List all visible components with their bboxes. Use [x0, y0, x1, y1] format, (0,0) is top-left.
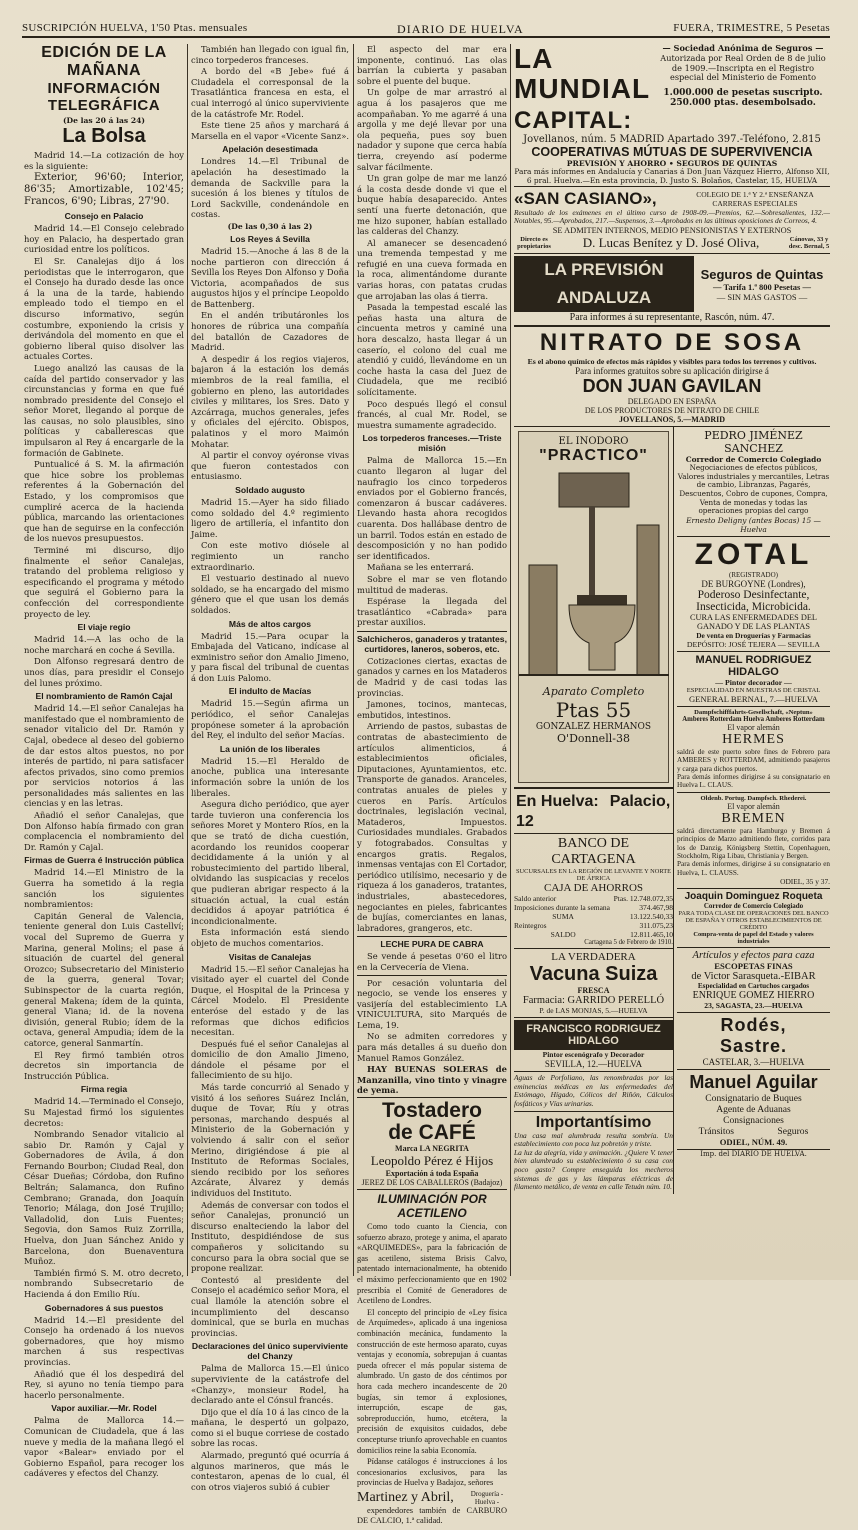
time-range: (De las 0,30 á las 2): [227, 221, 313, 231]
article-paragraph: Dijo que el día 10 á las cinco de la mañana, le despertó un golpazo, como si el buque corriese de costado sobre las rocas.: [191, 1406, 349, 1449]
farmacia: Farmacia: GARRIDO PERELLÓ: [522, 995, 665, 1007]
headline-visitas: Visitas de Canalejas: [228, 951, 312, 962]
ad-inodoro: [518, 431, 669, 783]
article-paragraph: Luego analizó las causas de la caída del partido conservador y las circunstancias y forma en que fué nombrado presidente del Consejo el señor Moret, llegando al porque de las causas, no solo plausibles, sino políticas y caballerescas que impulsaron al Rey á encargarle de la formación de Gabinete.: [24, 362, 184, 458]
odonnell: O'Donnell-38: [557, 732, 630, 746]
ad-caza: [677, 947, 830, 1012]
especialidad-muestras: ESPECIALIDAD EN MUESTRAS DE CRISTAL: [686, 686, 821, 694]
article-paragraph: También han llegado con igual fin, cinco torpederos franceses.: [191, 44, 349, 65]
capital-desembolsado: 250.000 ptas. desembolsado.: [670, 97, 816, 108]
aparato-label: Aparato Completo: [542, 685, 645, 699]
hermes-text: saldrá de este puerto sobre fines de Febrero para AMBERES y ROTTERDAM, admitiendo pasajeros y carga para dichos puertos.: [677, 747, 830, 773]
headline-cargos: Más de altos cargos: [228, 618, 312, 629]
headline-union: La unión de los liberales: [219, 743, 321, 754]
prevision-right: [694, 267, 830, 302]
article-paragraph: Puntualicé á S. M. la afirmación que hice sobre los problemas referentes á la Gobernación del Estado, y los compromisos que cumpliré acerca de la hacienda pública, marcando las orientaciones que han de seguirse en la confección de los nuevos presupuestos.: [24, 459, 184, 544]
ad-rodes: [677, 1012, 830, 1069]
article-paragraph: Madrid 15.—El Heraldo de anoche, publica una interesante información sobre la unión de los liberales.: [191, 755, 349, 798]
transitos: Tránsitos: [698, 1126, 735, 1138]
table-cell: Saldo anterior: [514, 894, 557, 904]
article-paragraph: Madrid 15.—Para ocupar la Embajada del Vaticano, indícase al exministro señor don Amalio Jimeno, y para fiscal del tribunal de cuentas á don Luis Palomo.: [191, 630, 349, 683]
enrique: ENRIQUE GOMEZ HIERRO: [692, 990, 815, 1002]
ad-paragraph: No se admiten corredores y para más detalles á su dueño don Manuel Ramos González.: [357, 1031, 507, 1063]
sin-gastos: — SIN MAS GASTOS —: [716, 291, 808, 302]
ad-vinicultura: [357, 975, 507, 1097]
headline-firmas: Firmas de Guerra é Instrucción pública: [24, 855, 184, 866]
canovas-address: Cánovas, 33 y desc. Bernal, 5: [788, 236, 830, 251]
oldenb: Oldenb. Portug. Dampfsch. Rhederei.: [700, 794, 807, 802]
ad-san-casiano: [514, 186, 830, 254]
verdadera: LA VERDADERA: [551, 951, 636, 964]
pedro-text: Negociaciones de efectos públicos, Valores industriales y mercantiles, Letras de cambio, Libranzas, Pagarés, Descuentos, Cobro de cupones, Compra, Venta de monedas y todas las operaciones propias del cargo: [677, 463, 830, 516]
tostadero-subtitle: de CAFÉ: [388, 1121, 476, 1145]
gonzalez: GONZALEZ HERMANOS: [535, 722, 652, 733]
victor: de Victor Sarasqueta.-EIBAR: [691, 971, 816, 983]
colegio-label: COLEGIO DE 1.ª Y 2.ª ENSEÑANZA CARRERAS ESPECIALES: [696, 189, 814, 208]
sastre-label: Sastre.: [719, 1036, 788, 1057]
mundial-right: [656, 44, 830, 109]
sucursales: SUCURSALES EN LA REGIÓN DE LEVANTE Y NORTE DE ÁFRICA: [515, 868, 672, 883]
ads-right: [674, 427, 830, 1194]
article-paragraph: Don Alfonso regresará dentro de unos días, para presidir el Consejo del lunes próximo.: [24, 656, 184, 688]
corredor-label: Corredor de Comercio Colegiado: [685, 455, 822, 465]
cooperativas-text: Para más informes en Andalucía y Canarias á Don Juan Vázquez Hierro, Alfonso XII, 6 pral. Huelva.—En esta provincia, D. Justo S. Bolaños, Castelar, 15, HUELVA: [514, 167, 830, 185]
article-paragraph: Madrid 15.—El señor Canalejas ha visitado ayer el cuartel del Conde Duque, el Hospital de la Princesa y Cárcel Modelo. El Presidente enteróse del estado y de las reformas que dichos edificios necesitan.: [191, 963, 349, 1038]
nitrato-title: NITRATO DE SOSA: [539, 329, 805, 357]
headline-reyes: Los Reyes á Sevilla: [230, 233, 310, 244]
joaquin-corredor: Corredor de Comercio Colegiado: [703, 902, 804, 911]
ads-split: [514, 426, 830, 1194]
article-paragraph: Madrid 15.—Anoche á las 8 de la noche partieron con dirección á Sevilla los Reyes Don Alfonso y Doña Victoria, acompañados de sus augustos hijos y el príncipe Leopoldo de Battenberg.: [191, 245, 350, 309]
ad-aguilar: [677, 1069, 830, 1149]
zotal-deposito: DEPÓSITO: JOSÉ TEJERA — SEVILLA: [686, 639, 821, 649]
pintor-escenografo: Pintor escenógrafo y Decorador: [542, 1050, 645, 1060]
zotal-registrado: (REGISTRADO): [729, 570, 778, 579]
column-2: [191, 44, 350, 1492]
bremen-info: Para demás informes, dirigirse á su consignatario en Huelva, L. CLAUSS.: [677, 860, 830, 877]
escopetas: ESCOPETAS FINAS: [714, 961, 793, 972]
francisco-name: FRANCISCO RODRIGUEZ HIDALGO: [514, 1020, 673, 1050]
masthead-center: DIARIO DE HUELVA: [397, 22, 524, 36]
article-paragraph: Espérase la llegada del trasatlántico «Cabrada» para prestar auxilios.: [357, 596, 507, 628]
rodes-name: Rodés,: [720, 1015, 787, 1036]
tostadero-title: Tostadero: [382, 1099, 482, 1123]
aguas-text: Aguas de Porfoliano, las renombradas por las eminencias médicas en las enfermedades del Estómago, Hígado, Cólicos del Riñón, Cálculos fosfáticos y Vías urinarias.: [514, 1073, 673, 1108]
article-paragraph: Palma de Mallorca 14.—Comunican de Ciudadela, que á las nueve y media de la mañana llegó el vapor «Balear» enviado por el Gobierno Español, para recoger los cadáveres y efectos del Chanzy.: [24, 1415, 184, 1479]
column-4-ads: [514, 44, 830, 1276]
table-cell: Imposiciones durante la semana: [514, 903, 611, 913]
mundial-text: Autorizada por Real Orden de 8 de julio de 1909.—Inscripta en el Registro especial del Ministerio de Fomento: [660, 52, 826, 83]
column-1: [24, 44, 184, 1479]
delegado: DELEGADO EN ESPAÑA: [627, 397, 717, 407]
masthead-right: FUERA, TRIMESTRE, 5 Pesetas: [673, 22, 830, 34]
ad-paragraph: expendedores también de CARBURO DE CALCIO, 1.ª calidad.: [357, 1505, 507, 1526]
table-cell: Reintegros: [514, 921, 547, 931]
dampf: Dampfschifffahrts-Gesellschaft, «Neptun»: [694, 708, 813, 716]
zotal-burgoyne: DE BURGOYNE (Londres),: [701, 578, 806, 589]
ads-left: [514, 427, 674, 1194]
article-paragraph: El Sr. Canalejas dijo á los periodistas que le interrogaron, que el Consejo ha durado desde las once á la una de la tarde, habiendo empleado todo el tiempo en el discurso informativo, según costumbre, exponiendo la crisis y derivándola del momento en que el gobierno liberal quiso disolver las actuales Cortes.: [24, 255, 184, 362]
joaquin-name: Joaquin Dominguez Roqueta: [684, 891, 823, 903]
article-paragraph: Capitán General de Valencia, teniente general don Luis Castellví; vocal del Supremo de Guerra y Marina, general Molins; el pase á situación de cuartel del general Orozco; Subsecretario del Ministerio de la guerra, general Tovar; Subinspector de la cuarta región, general Makena; ídem de la quinta, general Viana; id. de la novena división, general Rubio; ídem de la octava, general Ampudia; ídem de la catorce, general Sanmartín.: [24, 910, 184, 1048]
article-paragraph: Al amanecer se desencadenó una tremenda tempestad y me refugié en una cueva formada en la roca, alimentándome durante varias horas, con patatas crudas que arrojaban las olas á tierra.: [357, 237, 507, 301]
ad-headline-leche: LECHE PURA DE CABRA: [357, 936, 507, 949]
article-paragraph: Asegura dicho periódico, que ayer tarde tuvieron una conferencia los señores Moret y Montero Ríos, en la que se trató de dicha cuestión, acordando los reunidos cooperar decididamente á la unión y al robustecimiento del partido liberal, olvidando las suspicacias y recelos que pudieran abrigar respecto á la situación actual, la cual están decididos á apoyar patriótica é incondicionalmente.: [191, 799, 349, 926]
pedro-name: PEDRO JIMÉNEZ SANCHEZ: [704, 429, 803, 456]
article-paragraph: Madrid 15.—Según afirma un periódico, el señor Canalejas propónese someter á la aprobación del Rey, el indulto del señor Macías.: [191, 698, 349, 741]
article-paragraph: Madrid 14.—El Consejo celebrado hoy en Palacio, ha despertado gran curiosidad entre los políticos.: [24, 223, 184, 255]
martinez-droguería: Droguería - Huelva -: [470, 1489, 504, 1506]
ad-nitrato: [514, 325, 830, 426]
ad-paragraph: Se vende á pesetas 0'60 el litro en la Cervecería de Viena.: [357, 951, 507, 972]
article-paragraph: A despedir á los regios viajeros, bajaron á la estación los demás miembros de la real familia, el gobierno en pleno, las autoridades civiles y militares, los Sres. Dato y Azcárraga, muchos generales, jefes y oficiales del ejército. Obispos, palatinos y el moro Maimón Mohatar.: [191, 353, 349, 449]
ad-importantisimo: [514, 1111, 673, 1194]
ad-paragraph: Arriendo de pastos, subastas de contratas de abastecimiento de artículos alimenticios, á establecimientos oficiales, Diputaciones, Ayuntamientos, etc. Transporte de ganados. Aranceles, contratas anuales de pieles y cueros en París. Artículos doctrinales, legislación vecinal, Mataderos, Impuestos. Curiosidades mundiales. Grabados y fotograbados. Consultas y encargos gratis. Regalos, inmensas ventajas con El Cortador, periódico utilísimo, necesario y de riqueza á los ganaderos, tratantes, industriales, abastecedores, negociantes en pieles, fabricantes de bujías, comerciantes en lanas, labradores, grangeros, etc.: [357, 721, 507, 933]
ad-banco-cartagena: [514, 833, 673, 948]
ad-oldenb: [677, 792, 830, 888]
table-row: [514, 930, 673, 939]
table-cell: Ptas. 12.748.072,35: [613, 894, 673, 904]
capital-suscripto: 1.000.000 de pesetas suscripto.: [663, 88, 823, 99]
masthead: [22, 22, 830, 38]
importantisimo-text-2: La luz da alegría, vida y animación. ¿Quiere V. tener bien alumbrado su establecimiento ó su casa con poco gasto? Compre enseguida los mecheros sistemas de gas y las lámparas eléctricas de filamento metálico, de venta en calle Tetuán núm. 10.: [514, 1147, 673, 1192]
jovellanos: JOVELLANOS, 5.—MADRID: [618, 415, 725, 425]
palacio-label: Palacio, 12: [516, 793, 671, 831]
headline-torpederos: Los torpederos franceses.—Triste misión: [362, 433, 502, 454]
pintor-decorador: — Pintor decorador —: [715, 677, 792, 687]
capital-title: CAPITAL:: [514, 107, 633, 134]
fresca: FRESCA: [577, 986, 610, 996]
propietarios-names: D. Lucas Benítez y D. José Oliva,: [582, 235, 760, 251]
bremen-title: BREMEN: [721, 810, 786, 826]
odiel: ODIEL, 35 y 37.: [780, 877, 830, 887]
ad-acetileno: [357, 1189, 507, 1530]
consignatario: Consignatario de Buques: [705, 1093, 802, 1105]
article-paragraph: Un golpe de mar arrastró al agua á los pasajeros que me acompañaban. Yo me agarré á una argolla y me dejé llevar por una ola pequeña, pues soy buen nadador y supone que cerca había tierra, creyendo así poderme salvar fácilmente.: [357, 87, 507, 172]
article-paragraph: Esta información está siendo objeto de muchos comentarios.: [191, 927, 349, 948]
ad-pedro-jimenez: [677, 427, 830, 536]
headline-apelacion: Apelación desestimada: [222, 144, 318, 155]
article-paragraph: Más tarde concurrió al Senado y visitó á los señores Suárez Inclán, duque de Tovar, Ríu y otras personas, marchando después al Ministerio de la Gobernación y volviendo á salir con el señor Merino, dirigiéndose á pie al Instituto de Reformas Sociales, siendo recibido por los señores Azcárate, Álvarez y demás individuos del Instituto.: [191, 1082, 349, 1198]
table-row: [514, 912, 673, 921]
article-paragraph: Al partir el convoy oyéronse vivas que fueron contestados con entusiasmo.: [191, 450, 349, 482]
gavilan-name: DON JUAN GAVILAN: [582, 376, 762, 397]
section-title: INFORMACIÓN TELEGRÁFICA: [47, 80, 161, 114]
table-cell: SALDO: [550, 930, 576, 940]
table-row: [514, 894, 673, 903]
article-paragraph: Pasada la tempestad escalé las peñas hasta una altura de cincuenta metros y caminé una hora descalzo, hasta llegar á un caserío, el colono del cual me atendió y cuidó, llevándome en un coche hasta la casa del Juez de Ciudadela, que me recibió solícitamente.: [357, 302, 507, 397]
tostadero-address: JEREZ DE LOS CABALLEROS (Badajoz): [361, 1178, 503, 1188]
joaquin-ops: PARA TODA CLASE DE OPERACIONES DEL BANCO DE ESPAÑA Y OTROS ESTABLECIMIENTOS DE CRÉDITO: [678, 910, 829, 932]
zotal-insecticida: Insecticida, Microbicida.: [696, 600, 811, 613]
importantisimo-title: Importantísimo: [535, 1113, 652, 1131]
bremen-text: saldrá directamente para Hamburgo y Bremen á principios de Marzo admitiendo flete, corridos para los de Danzig, Königsberg Stettin, Copenhaguen, Stockholm, Riga Libau, Christiania y Bergen.: [677, 826, 830, 860]
caja-table: [514, 894, 673, 939]
article-paragraph: El Rey firmó también otros decretos sin importancia de Instrucción Pública.: [24, 1049, 184, 1081]
article-paragraph: A bordo del «B Jebe» fué á Ciudadela el corresponsal de la Trasatlántica francesa en esta, el cual interrogó al único superviviente de la catástrofe Mr. Rodel.: [191, 66, 349, 119]
ernesto: Ernesto Deligny (antes Bocas) 15 — Huelva: [686, 515, 821, 534]
ad-paragraph: Jamones, tocinos, mantecas, embutidos, intestinos.: [357, 699, 507, 720]
ad-la-mundial: [514, 44, 830, 134]
ad-aguas: [514, 1071, 673, 1110]
bolsa-values: Exterior, 96'60; Interior, 86'35; Amortizable, 102'45; Francos, 6'90; Libras, 27'90.: [24, 172, 184, 208]
article-paragraph: En el andén tributáronles los honores de rúbrica una compañía del batallón de Cazadores de Madrid.: [191, 310, 349, 353]
representante: Para informes á su representante, Rascón, núm. 47.: [569, 312, 775, 324]
article-paragraph: Palma de Mallorca 15.—El único superviviente de la catástrofe del «Chanzy», monsieur Rodel, ha declarado ante el Cónsul francés.: [191, 1363, 349, 1406]
joaquin-compra: Compra-venta de papel del Estado y valores industriales: [693, 931, 814, 946]
inodoro-label: EL INODORO: [558, 436, 629, 448]
zotal-venta: De venta en Droguerías y Farmacias: [696, 630, 811, 640]
amberes-line: Amberes Rotterdam Huelva Amberes Rotterdam: [682, 715, 825, 723]
martinez-row: [357, 1490, 507, 1506]
article-paragraph: Con este motivo diósele al regimiento un rancho extraordinario.: [191, 540, 349, 572]
articulos-caza: Artículos y efectos para caza: [692, 950, 815, 962]
mundial-left: [514, 44, 656, 134]
tostadero-owner: Leopoldo Pérez é Hijos: [370, 1153, 494, 1169]
propietarios-row: [514, 235, 830, 251]
transitos-row: [677, 1126, 830, 1137]
hermes-title: HERMES: [722, 731, 785, 747]
vacuna-title: Vacuna Suiza: [529, 963, 658, 986]
ad-prevision-andaluza: [514, 253, 830, 325]
bernal-address: GENERAL BERNAL, 7.—HUELVA: [688, 693, 819, 704]
headline-soldado: Soldado augusto: [235, 484, 305, 495]
ad-joaquin: [677, 888, 830, 947]
headline-indulto: El indulto de Macías: [228, 686, 312, 697]
ad-manuel-rodriguez: [677, 651, 830, 706]
prevision-line: PREVISIÓN Y AHORRO • SEGUROS DE QUINTAS: [566, 159, 778, 168]
sevilla-address: SEVILLA, 12.—HUELVA: [544, 1059, 643, 1070]
caja-title: CAJA DE AHORROS: [543, 882, 644, 895]
headline-gobernadores: Gobernadores á sus puestos: [44, 1302, 164, 1313]
article-paragraph: Londres 14.—El Tribunal de apelación ha desestimado la demanda de Sackville para la sucesión á los bienes y títulos de Lord Sackville, condenándole en costas.: [191, 156, 349, 220]
ad-paragraph: Como todo cuanto la Ciencia, con sofuerzo abrazo, protege y anima, el aparato «ARQUIMEDES», para la fabricación de gas acetileno, sistema Brisis Calvo, patentado internacionalmente, ha obtenido el máximo perfeccionamiento que en 1902 prescribía el Comité de Generadores de Acetileno de Londres.: [357, 1222, 507, 1306]
article-paragraph: Mañana se les enterrará.: [367, 562, 474, 573]
table-cell: 13.122.540,33: [629, 912, 673, 922]
article-paragraph: Añadió que él los despedirá del Rey, si ayuno no tenía tiempo para hacerlo personalmente.: [24, 1368, 184, 1400]
headline-nombramiento: El nombramiento de Ramón Cajal: [35, 691, 173, 702]
article-paragraph: Poco después llegó el consul francés, al cual Mr. Rodel, se muestra sumamente agradecido.: [357, 398, 507, 430]
importantisimo-text: Una casa mal alumbrada resulta sombría. Un establecimiento con poca luz pobretón y triste.: [514, 1130, 673, 1149]
headline-vapor: Vapor auxiliar.—Mr. Rodel: [51, 1403, 157, 1414]
tostadero-export: Exportación á toda España: [385, 1169, 479, 1179]
consignaciones: Consignaciones: [723, 1115, 784, 1127]
toilet-illustration-icon: [519, 465, 669, 685]
article-paragraph: Después fué el señor Canalejas al domicilio de don Amalio Jimeno, dándole el pésame por el fallecimiento de su hijo.: [191, 1038, 349, 1081]
tarifa: — Tarifa 1.ª 800 Pesetas —: [713, 281, 811, 292]
acetileno-title: ILUMINACIÓN POR ACETILENO: [377, 1192, 487, 1221]
zotal-cura: CURA LAS ENFERMEDADES DEL GANADO Y DE LAS PLANTAS: [690, 612, 817, 631]
vapor-aleman: El vapor alemán: [727, 722, 780, 732]
mundial-address: Jovellanos, núm. 5 MADRID Apartado 397.-Teléfono, 2.815: [523, 134, 821, 145]
odiel-49: ODIEL, NÚM. 49.: [719, 1137, 788, 1148]
article-paragraph: Nombrando Senador vitalicio al sabio Dr. Ramón y Cajal y Gobernadores de Ávila, á don Fernando Bourbon; Ciudad Real, don César Dueñas; Córdoba, don Rufino Beltrán; Salamanca, don Rufino Cembrano; Granada, don Joaquín Tenorio; Málaga, don José Trujillo; Valladolid, don Luis Fuentes; Segovia, don Samos Ruiz Zorrilla, Huelva, don Juan Sánchez Anido y Barcelona, don Buenaventura Muñoz.: [24, 1129, 184, 1267]
banco-date: Cartagena 5 de Febrero de 1910.: [584, 939, 673, 947]
ad-paragraph: Pídanse catálogos é instrucciones á los concesionarios exclusivos, para las provincias de Huelva y Badajoz, señores: [357, 1457, 507, 1488]
article-paragraph: Sobre el mar se ven flotando multitud de maderas.: [357, 573, 507, 595]
ad-francisco: [514, 1017, 673, 1071]
zotal-title: ZOTAL: [694, 537, 813, 571]
article-paragraph: Madrid 14.—El Ministro de la Guerra ha sometido á la regia sanción los siguientes nombramientos:: [24, 867, 184, 910]
article-paragraph: Además de conversar con todos el señor Canalejas, pronunció un discurso enalteciendo la labor del Instituto, despidiéndose de sus compañeros y solicitando su concurso para la obra social que se propone realizar.: [191, 1199, 349, 1274]
table-row: [514, 903, 673, 912]
table-cell: 311.075,23: [639, 921, 673, 931]
vapor-aleman-2: El vapor alemán: [727, 801, 780, 811]
prevision-row: [514, 256, 830, 312]
column-rule: [353, 44, 354, 1276]
aguilar-name: Manuel Aguilar: [689, 1072, 818, 1093]
admission-line: SE ADMITEN INTERNOS, MEDIO PENSIONISTAS Y EXTERNOS: [552, 226, 792, 236]
headline-consejo: Consejo en Palacio: [64, 211, 144, 222]
directo-label: Directo es propietarios: [517, 236, 551, 251]
headline-bolsa: La Bolsa: [62, 125, 146, 147]
article-paragraph: Madrid 14.—El señor Canalejas ha manifestado que el nombramiento de senador vitalicio del Dr. Ramón y Cajal, obedece al deseo del gobierno de dar estos altos puestos, no por interés de partido, ni para satisfacer afectos privados, sino como premios por servicios notorios á las personalidades más salientes en las ciencias y en las letras.: [24, 703, 184, 809]
headline-declaraciones: Declaraciones del único superviviente del Chanzy: [191, 1341, 349, 1362]
agente-aduanas: Agente de Aduanas: [716, 1104, 791, 1116]
banco-title: BANCO DE CARTAGENA: [551, 836, 636, 868]
ad-paragraph: Cotizaciones ciertas, exactas de ganados y carnes en los Mataderos de Madrid y de casi todas las provincias.: [357, 655, 507, 698]
column-rule: [187, 44, 188, 1276]
mundial-sa: — Sociedad Anónima de Seguros —: [662, 43, 824, 53]
article-paragraph: Madrid 14.—A las ocho de la noche marchará en coche á Sevilla.: [24, 634, 184, 655]
ad-headline-salchicheros: Salchicheros, ganaderos y tratantes, curtidores, laneros, soberos, etc.: [357, 631, 507, 654]
tostadero-brand: Marca LA NEGRITA: [395, 1144, 469, 1154]
article-paragraph: Terminé mi discurso, dijo finalmente el señor Canalejas, tratando del problema religioso y especificando el programa y método que seguirá el Gobierno para la confección del correspondiente proyecto de ley.: [24, 545, 184, 619]
time-range: (De las 20 á las 24): [62, 116, 146, 125]
imprenta: Imp. del DIARIO DE HUELVA.: [677, 1149, 830, 1158]
ad-paragraph: HAY BUENAS SOLERAS de Manzanilla, vino tinto y vinagre de yema.: [357, 1064, 507, 1096]
ad-tostadero: [357, 1097, 507, 1189]
ad-zotal: [677, 536, 830, 651]
table-row: [514, 921, 673, 930]
article-paragraph: Madrid 14.—El presidente del Consejo ha ordenado á los nuevos gobernadores, que hoy mismo marchen á sus respectivas provincias.: [24, 1314, 184, 1367]
seguros: Seguros: [777, 1126, 809, 1138]
table-cell: 12.811.465,10: [630, 930, 673, 940]
headline-viaje: El viaje regio: [77, 622, 131, 633]
ad-neptun: [677, 706, 830, 792]
price: Ptas 55: [555, 698, 632, 723]
article-paragraph: El vestuario destinado al nuevo soldado, se ha encargado del mismo género que el que usan los demás soldados.: [191, 573, 349, 615]
ad-vacuna: [514, 948, 673, 1017]
article-paragraph: Madrid 14.—Terminado el Consejo, Su Majestad firmó los siguientes decretos:: [24, 1096, 184, 1128]
nitrato-info: Para informes gratuitos sobre su aplicación dirigirse á: [575, 366, 769, 377]
productores: DE LOS PRODUCTORES DE NITRATO DE CHILE: [584, 406, 760, 416]
martinez-name: Martinez y Abril,: [357, 1489, 454, 1505]
table-cell: SUMA: [552, 912, 574, 922]
manuel-rodriguez-name: MANUEL RODRIGUEZ HIDALGO: [695, 653, 812, 678]
article-paragraph: Un gran golpe de mar me lanzó á la costa desde donde vi que el buque había desaparecido. Antes sentí una fuerte detonación, que me hizo suponer, habían estallado las calderas del Chanzy.: [357, 173, 507, 237]
zotal-poderoso: Poderoso Desinfectante,: [697, 588, 810, 601]
mundial-title: LA MUNDIAL: [514, 43, 651, 104]
ad-huelva-palacio: [514, 787, 673, 833]
cartuchos: Especialidad en Cartuchos cargados: [697, 982, 810, 991]
article-paragraph: Añadió el señor Canalejas, que Don Alfonso había firmado con gran complacencia el nombramiento del Dr. Ramón y Cajal.: [24, 810, 184, 852]
article-paragraph: El aspecto del mar era imponente, continuó. Las olas barrían la cubierta y pasaban sobre el puente del buque.: [357, 44, 507, 86]
monjas: P. de LAS MONJAS, 5.—HUELVA: [539, 1006, 648, 1016]
ad-paragraph: El concepto del principio de «Ley física de Arquímedes», aplicado á una ingeniosa combinación mecánica, fundamento la construcción de este hermoso aparato, cuyas ventajas y economía, sobrepujan á cuantas pueda ofrecer el más popular sistema de alumbrado. Un gasto de dos céntimos por hora cada mechero incandescente de 20 bugías, sin temor á explosiones, interrupción, escape de gas, sobreproducción, humo, etcétera, la precisión de exquisitos cuidados, debe concepturse triunfo aprovechable en cuantos domicilios reine la sabia Economía.: [357, 1307, 507, 1455]
prevision-logo: LA PREVISIÓN ANDALUZA: [514, 256, 694, 312]
table-cell: 374.467,98: [639, 903, 673, 913]
nitrato-text: Es el abono químico de efectos más rápidos y visibles para todos los terrenos y cultivos.: [527, 357, 817, 367]
san-casiano-results: Resultado de los exámenes en el último curso de 1908-09.—Premios, 62.—Sobresalientes, 132.—Notables, 95.—Aprobados, 217.—Suspensos, 3.—Aprobados en las últimas oposiciones de Correos, 4.: [514, 207, 830, 226]
edition-title: EDICIÓN DE LA MAÑANA: [41, 44, 167, 79]
sagasta: 23, SAGASTA, 23.—HUELVA: [704, 1001, 803, 1011]
seguros-quintas: Seguros de Quintas: [700, 266, 824, 282]
inodoro-title: "PRACTICO": [539, 447, 648, 465]
article-paragraph: También firmó S. M. otro decreto, nombrando Subsecretario de Hacienda á don Emilio Ríu.: [24, 1267, 184, 1299]
masthead-left: SUSCRIPCIÓN HUELVA, 1'50 Ptas. mensuales: [22, 22, 248, 34]
castelar: CASTELAR, 3.—HUELVA: [702, 1057, 805, 1068]
cooperativas-title: COOPERATIVAS MÚTUAS DE SUPERVIVENCIA: [531, 145, 813, 159]
headline-firma-regia: Firma regia: [80, 1084, 128, 1095]
article-paragraph: Palma de Mallorca 15.—En cuanto llegaron al lugar del naufragio los cinco torpederos enviados por el Gobierno francés, comenzaron á buscar cadáveres. Llevando hasta ahora recogidos cuarenta. Dos hallábase dentro de un barril. Todos están en estado de descomposición y no han podido ser identificados.: [357, 455, 507, 561]
ad-paragraph: Por cesación voluntaria del negocio, se vende los enseres y vasijería del establecimiento LA VINICULTURA, sito Marqués de Lema, 19.: [357, 977, 507, 1030]
san-casiano-title: «SAN CASIANO»,: [514, 188, 657, 208]
article-paragraph: Madrid 15.—Ayer ha sido filiado como soldado del 4.º regimiento ligero de artillería, el infantito don Jaime.: [191, 496, 349, 539]
article-paragraph: Contestó al presidente del Consejo el académico señor Mora, el cual llamóle la atención sobre el incumplimiento del descanso dominical, que se burla en muchas provincias.: [191, 1274, 349, 1338]
san-casiano-row: [514, 189, 830, 209]
claus-info: Para demás informes dirigirse á su consignatario en Huelva L. CLAUS.: [677, 772, 830, 790]
column-rule: [510, 44, 511, 1276]
huelva-label: En Huelva:: [516, 793, 599, 811]
column-3: [357, 44, 507, 1526]
article-paragraph: Madrid 14.—La cotización de hoy es la siguiente:: [24, 150, 184, 171]
article-paragraph: Este tiene 25 años y marchará á Marsella en el vapor «Vicente Sanz».: [191, 120, 349, 141]
article-paragraph: Alarmado, preguntó qué ocurría á algunos marineros, que más le contestaron, apenas de lo cual, él con otros viajeros subió á cubier: [191, 1450, 349, 1492]
